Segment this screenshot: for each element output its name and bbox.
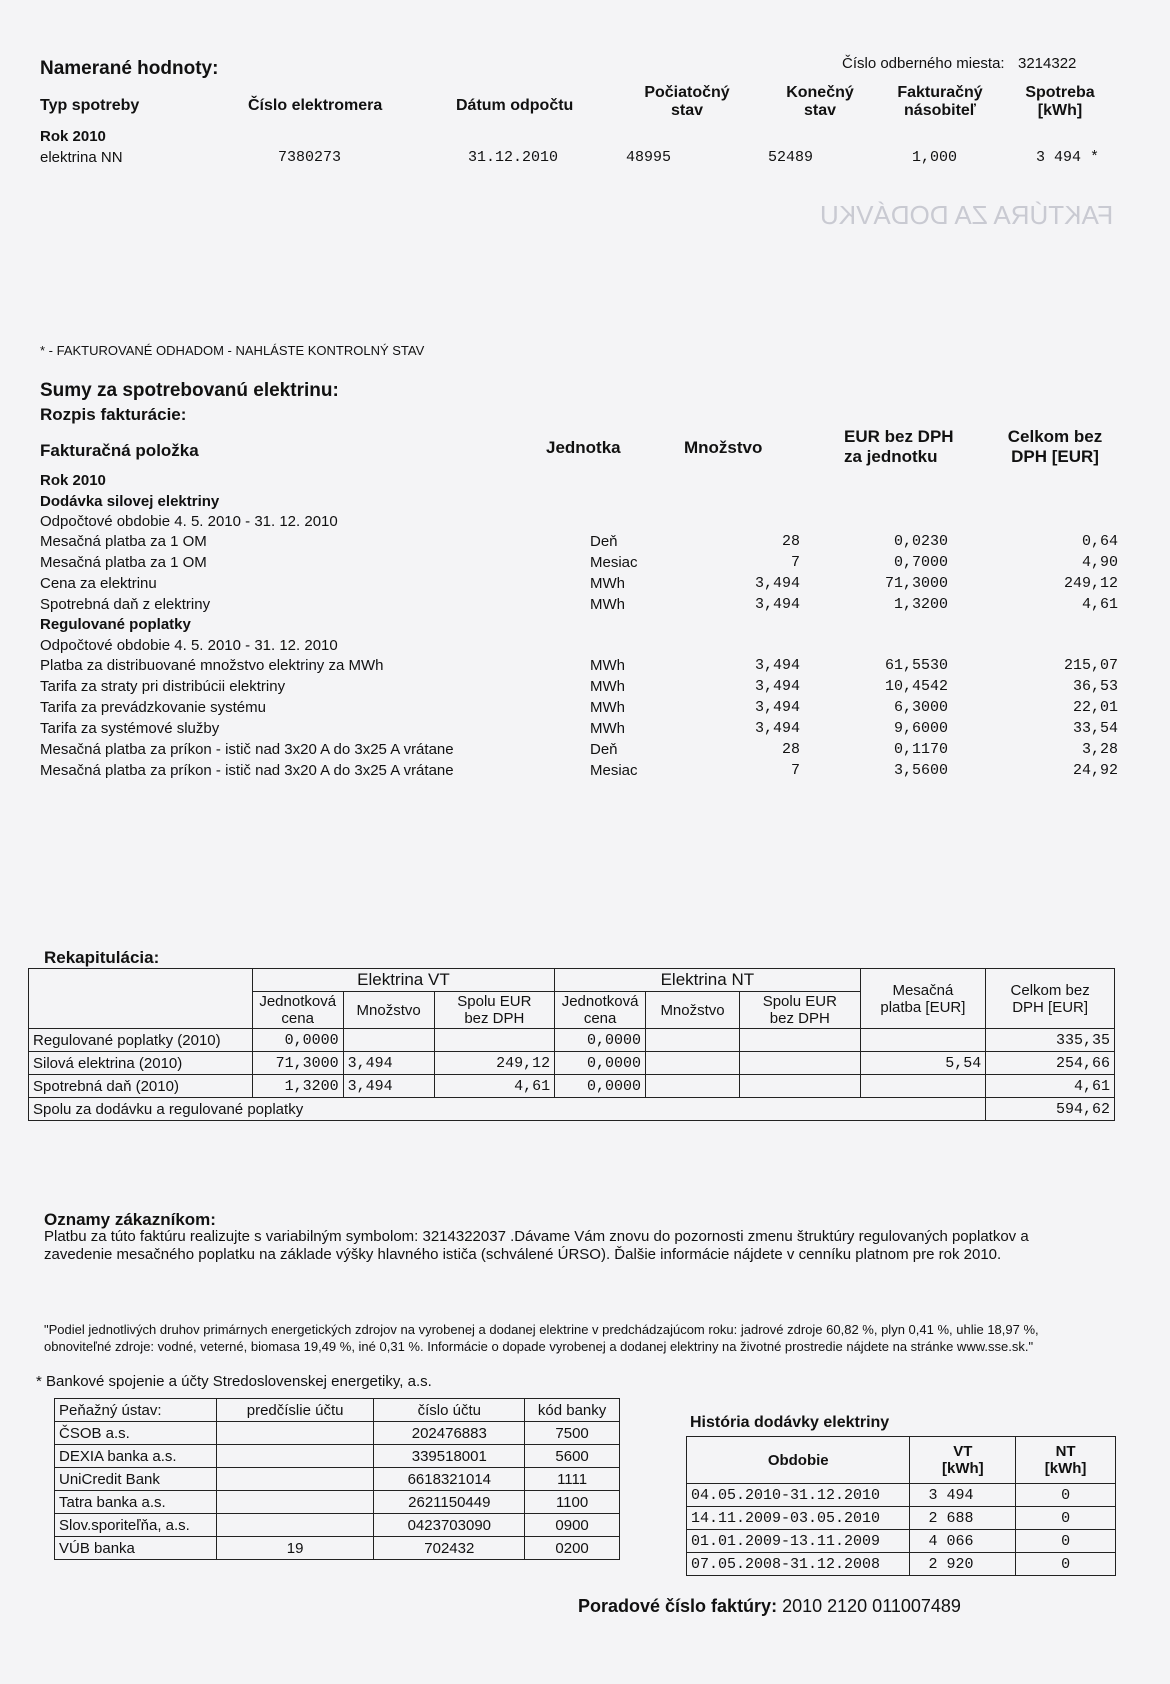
recap-row [29,1075,1115,1098]
recap-row [29,1052,1115,1075]
history-row [687,1507,1116,1530]
history-table [686,1436,1116,1576]
billing-row [40,533,1130,553]
billing-qty: 3,494 [754,575,800,592]
bank-code: 1111 [525,1468,620,1491]
billing-total: 4,90 [1081,554,1118,571]
reading-end: 52489 [768,149,814,166]
bank-account: 0423703090 [374,1514,525,1537]
period-power-supply: Odpočtové obdobie 4. 5. 2010 - 31. 12. 2010 [40,513,338,530]
recap-monthly-header: Mesačná platba [EUR] [860,969,986,1029]
bank-prefix [216,1445,374,1468]
col-consumption-type: Typ spotreby [40,97,140,114]
billing-qty: 3,494 [754,596,800,613]
billing-qty: 28 [781,741,800,758]
bank-name: Tatra banka a.s. [55,1491,217,1514]
col-start-state: Počiatočný stav [644,84,730,119]
billing-qty: 3,494 [754,678,800,695]
billing-item: Tarifa za systémové služby [40,720,220,737]
billing-price: 9,6000 [893,720,948,737]
bank-code: 0200 [525,1537,620,1560]
billing-unit: Mesiac [590,554,638,571]
recap-total: 4,61 [986,1075,1115,1098]
sums-title: Sumy za spotrebovanú elektrinu: [40,380,339,401]
billing-row [40,657,1130,677]
billing-total: 4,61 [1081,596,1118,613]
recap-total: 335,35 [986,1029,1115,1052]
billing-price: 0,7000 [893,554,948,571]
recap-label: Spotrebná daň (2010) [29,1075,253,1098]
billing-total: 249,12 [1063,575,1118,592]
recap-nt-sum-header: Spolu EUR bez DPH [740,992,861,1029]
col-reading-date: Dátum odpočtu [456,97,574,114]
billing-unit: MWh [590,596,625,613]
measured-values-title: Namerané hodnoty: [40,58,219,79]
banks-table [54,1398,620,1560]
billing-row [40,720,1130,740]
bank-account: 202476883 [374,1422,525,1445]
billing-item: Tarifa za straty pri distribúcii elektriny [40,678,286,695]
history-vt: 3 494 [910,1484,1016,1507]
billing-item: Platba za distribuované množstvo elektriny za MWh [40,657,384,674]
bank-prefix [216,1468,374,1491]
history-vt: 2 688 [910,1507,1016,1530]
billing-row [40,596,1130,616]
history-row [687,1530,1116,1553]
recap-nt-price: 0,0000 [555,1052,646,1075]
billing-item: Spotrebná daň z elektriny [40,596,211,613]
billing-row [40,575,1130,595]
recap-vt-price-header: Jednotková cena [252,992,343,1029]
billing-item: Tarifa za prevádzkovanie systému [40,699,266,716]
recap-nt-price-header: Jednotková cena [555,992,646,1029]
billing-total: 215,07 [1063,657,1118,674]
recap-label: Silová elektrina (2010) [29,1052,253,1075]
invoice-number-label: Poradové číslo faktúry: [578,1596,778,1616]
billing-unit: Mesiac [590,762,638,779]
reading-consumption: 3 494 * [1036,149,1100,166]
billing-total: 22,01 [1072,699,1118,716]
billing-item: Mesačná platba za príkon - istič nad 3x20 A do 3x25 A vrátane [40,741,454,758]
billing-unit: MWh [590,699,625,716]
bank-prefix [216,1491,374,1514]
recap-vt-header: Elektrina VT [252,969,554,992]
bank-account: 6618321014 [374,1468,525,1491]
reading-start: 48995 [626,149,672,166]
bank-account: 339518001 [374,1445,525,1468]
bank-name: UniCredit Bank [55,1468,217,1491]
bank-col-institution: Peňažný ústav: [55,1399,217,1422]
history-col-period: Obdobie [687,1437,910,1484]
billing-row [40,741,1130,761]
recap-monthly: 5,54 [860,1052,986,1075]
recap-vt-price: 71,3000 [252,1052,343,1075]
recap-monthly [860,1075,986,1098]
recap-total: 254,66 [986,1052,1115,1075]
billing-row [40,554,1130,574]
recap-row [29,1029,1115,1052]
recap-vt-qty [343,1029,434,1052]
billing-row [40,678,1130,698]
year-label: Rok 2010 [40,128,106,145]
notices-text: Platbu za túto faktúru realizujte s variabilným symbolom: 3214322037 .Dávame Vám znovu do pozornosti zmenu štruktúry regulovaných poplatkov a zavedenie mesačného poplatku na základe výšky hlavného ističa (schválené ÚRSO). Ďalšie informácie nájdete v cenníku platnom pre rok 2010. [44,1228,1029,1263]
billing-price: 0,1170 [893,741,948,758]
recap-vt-price: 0,0000 [252,1029,343,1052]
recap-nt-qty [646,1075,740,1098]
recap-nt-sum [740,1029,861,1052]
recap-nt-sum [740,1052,861,1075]
energy-mix-text: "Podiel jednotlivých druhov primárnych energetických zdrojov na vyrobenej a dodanej elektrine v predchádzajúcom roku: jadrové zdroje 60,82 %, plyn 0,41 %, uhlie 18,97 %, obnoviteľné zdroje: vodné, veterné, biomasa 19,49 %, iné 0,31 %. Informácie o dopade vyrobenej a dodanej elektriny na životné prostredie nájdete na stránke www.sse.sk." [44,1322,1039,1354]
bank-row [55,1468,620,1491]
section-regulated-fees: Regulované poplatky [40,616,191,633]
billing-price: 0,0230 [893,533,948,550]
bank-col-code: kód banky [525,1399,620,1422]
history-vt: 4 066 [910,1530,1016,1553]
history-vt: 2 920 [910,1553,1016,1576]
bank-code: 7500 [525,1422,620,1445]
recap-table [28,968,1115,1121]
recap-vt-price: 1,3200 [252,1075,343,1098]
billing-item: Mesačná platba za 1 OM [40,533,207,550]
estimate-footnote: * - FAKTUROVANÉ ODHADOM - NAHLÁSTE KONTROLNÝ STAV [40,343,425,358]
billing-row [40,762,1130,782]
billing-total: 33,54 [1072,720,1118,737]
recap-total-header: Celkom bez DPH [EUR] [986,969,1115,1029]
history-nt: 0 [1016,1484,1116,1507]
history-nt: 0 [1016,1553,1116,1576]
billing-item: Mesačná platba za príkon - istič nad 3x20 A do 3x25 A vrátane [40,762,454,779]
bank-row [55,1445,620,1468]
recap-nt-qty [646,1029,740,1052]
col-consumption: Spotreba [kWh] [1025,84,1095,119]
bank-row [55,1537,620,1560]
reading-multiplier: 1,000 [912,149,958,166]
history-period: 04.05.2010-31.12.2010 [687,1484,910,1507]
billing-qty: 28 [781,533,800,550]
billing-total: 36,53 [1072,678,1118,695]
history-period: 01.01.2009-13.11.2009 [687,1530,910,1553]
recap-corner [29,969,253,1029]
bank-code: 0900 [525,1514,620,1537]
recap-nt-header: Elektrina NT [555,969,860,992]
bank-accounts-title: * Bankové spojenie a účty Stredoslovenskej energetiky, a.s. [36,1373,432,1390]
billing-price: 71,3000 [884,575,948,592]
billing-total: 3,28 [1081,741,1118,758]
billing-item: Mesačná platba za 1 OM [40,554,207,571]
bank-account: 2621150449 [374,1491,525,1514]
recap-vt-sum: 4,61 [434,1075,555,1098]
billing-qty: 7 [790,554,800,571]
col-end-state: Konečný stav [786,84,854,119]
delivery-point-value: 3214322 [1018,55,1077,72]
recap-nt-price: 0,0000 [555,1075,646,1098]
bank-name: DEXIA banka a.s. [55,1445,217,1468]
bank-name: ČSOB a.s. [55,1422,217,1445]
reading-date: 31.12.2010 [468,149,559,166]
col-unit-price: EUR bez DPH za jednotku [844,427,954,466]
sums-year: Rok 2010 [40,472,106,489]
recap-nt-qty-header: Množstvo [646,992,740,1029]
billing-unit: MWh [590,678,625,695]
recap-nt-qty [646,1052,740,1075]
delivery-point-label: Číslo odberného miesta: [842,55,1005,72]
billing-qty: 3,494 [754,720,800,737]
bank-name: VÚB banka [55,1537,217,1560]
col-multiplier: Fakturačný násobiteľ [897,84,983,119]
billing-price: 1,3200 [893,596,948,613]
recap-vt-qty: 3,494 [343,1052,434,1075]
billing-breakdown-title: Rozpis fakturácie: [40,405,187,424]
recap-nt-price: 0,0000 [555,1029,646,1052]
billing-qty: 7 [790,762,800,779]
billing-unit: MWh [590,657,625,674]
billing-unit: MWh [590,575,625,592]
col-quantity: Množstvo [684,438,763,457]
billing-item: Cena za elektrinu [40,575,157,592]
col-total: Celkom bez DPH [EUR] [1007,427,1103,466]
billing-unit: Deň [590,741,618,758]
billing-price: 6,3000 [893,699,948,716]
billing-total: 0,64 [1081,533,1118,550]
billing-row [40,699,1130,719]
col-unit: Jednotka [546,438,621,457]
history-col-nt: NT [kWh] [1016,1437,1116,1484]
recap-vt-sum [434,1029,555,1052]
bank-col-account: číslo účtu [374,1399,525,1422]
billing-qty: 3,494 [754,699,800,716]
history-row [687,1484,1116,1507]
billing-qty: 3,494 [754,657,800,674]
recap-title: Rekapitulácia: [44,948,160,967]
history-period: 07.05.2008-31.12.2008 [687,1553,910,1576]
billing-price: 3,5600 [893,762,948,779]
billing-price: 61,5530 [884,657,948,674]
bank-prefix: 19 [216,1537,374,1560]
bank-prefix [216,1422,374,1445]
recap-nt-sum [740,1075,861,1098]
history-nt: 0 [1016,1507,1116,1530]
show-through-text: FAKTÚRA ZA DODÁVKU [820,200,1114,230]
history-period: 14.11.2009-03.05.2010 [687,1507,910,1530]
col-meter-number: Číslo elektromera [248,97,383,114]
notices-title: Oznamy zákazníkom: [44,1210,216,1229]
billing-total: 24,92 [1072,762,1118,779]
billing-unit: Deň [590,533,618,550]
reading-type: elektrina NN [40,149,123,166]
billing-price: 10,4542 [884,678,948,695]
bank-code: 5600 [525,1445,620,1468]
invoice-number [578,1596,961,1617]
bank-row [55,1422,620,1445]
recap-label: Regulované poplatky (2010) [29,1029,253,1052]
bank-col-prefix: predčíslie účtu [216,1399,374,1422]
history-nt: 0 [1016,1530,1116,1553]
recap-vt-sum-header: Spolu EUR bez DPH [434,992,555,1029]
recap-monthly [860,1029,986,1052]
bank-code: 1100 [525,1491,620,1514]
col-billing-item: Fakturačná položka [40,441,199,460]
recap-total-value: 594,62 [986,1098,1115,1121]
billing-unit: MWh [590,720,625,737]
recap-vt-qty-header: Množstvo [343,992,434,1029]
recap-vt-qty: 3,494 [343,1075,434,1098]
history-col-vt: VT [kWh] [910,1437,1016,1484]
history-row [687,1553,1116,1576]
recap-vt-sum: 249,12 [434,1052,555,1075]
invoice-number-value: 2010 2120 011007489 [782,1596,961,1616]
bank-prefix [216,1514,374,1537]
recap-total-label: Spolu za dodávku a regulované poplatky [29,1098,986,1121]
bank-row [55,1491,620,1514]
reading-meter: 7380273 [278,149,342,166]
period-regulated-fees: Odpočtové obdobie 4. 5. 2010 - 31. 12. 2010 [40,637,338,654]
bank-row [55,1514,620,1537]
bank-account: 702432 [374,1537,525,1560]
history-title: História dodávky elektriny [690,1414,890,1431]
section-power-supply: Dodávka silovej elektriny [40,493,220,510]
bank-name: Slov.sporiteľňa, a.s. [55,1514,217,1537]
